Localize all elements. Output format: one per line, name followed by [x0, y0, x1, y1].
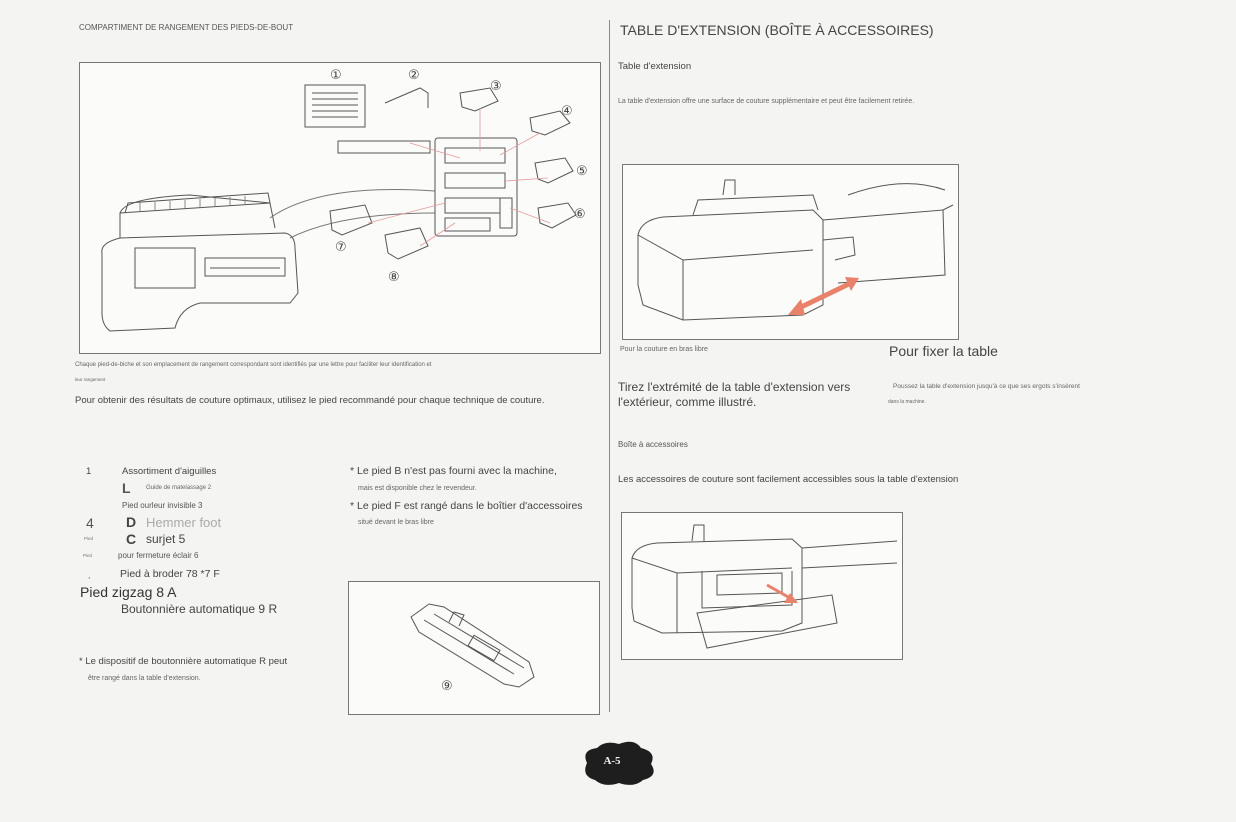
- column-divider: [609, 20, 610, 712]
- list-item-4-number: 4: [86, 515, 94, 531]
- list-item-5-letter: C: [126, 531, 137, 547]
- list-item-7: Pied à broder 78 *7 F: [120, 568, 220, 580]
- note-r-line2: être rangé dans la table d'extension.: [88, 675, 201, 682]
- page-number-badge: [579, 738, 659, 788]
- extension-table-description: La table d'extension offre une surface de couture supplémentaire et peut être facilement retirée.: [618, 98, 915, 105]
- note-r-line1: * Le dispositif de boutonnière automatique R peut: [79, 656, 288, 667]
- accessory-box-description: Les accessoires de couture sont facilement accessibles sous la table d'extension: [618, 474, 959, 485]
- fix-table-title: Pour fixer la table: [889, 343, 998, 359]
- buttonhole-illustration: [349, 582, 599, 714]
- note-b-line2: mais est disponible chez le revendeur.: [358, 485, 477, 492]
- callout-5: ⑤: [576, 164, 588, 179]
- figure-caption-line2: leur rangement: [75, 377, 106, 382]
- accessory-box-illustration: [622, 513, 902, 659]
- note-b-line1: * Le pied B n'est pas fourni avec la machine,: [350, 465, 557, 477]
- extension-table-subtitle: Table d'extension: [618, 61, 692, 72]
- list-item-8: Pied zigzag 8 A: [80, 584, 177, 600]
- right-section-header: TABLE D'EXTENSION (BOÎTE À ACCESSOIRES): [620, 22, 934, 38]
- list-item-5: surjet 5: [146, 532, 186, 546]
- callout-9: ⑨: [441, 679, 453, 694]
- list-item-2: Guide de matelassage 2: [146, 485, 212, 491]
- list-item-7-prefix: ,: [88, 571, 91, 580]
- intro-text: Pour obtenir des résultats de couture optimaux, utilisez le pied recommandé pour chaque technique de couture.: [75, 395, 545, 406]
- note-f-line2: situé devant le bras libre: [358, 519, 434, 526]
- list-item-5-prefix: Pied: [84, 536, 94, 541]
- buttonhole-figure: [348, 581, 600, 715]
- note-f-line1: * Le pied F est rangé dans le boîtier d'accessoires: [350, 500, 583, 512]
- free-arm-caption: Pour la couture en bras libre: [620, 346, 708, 353]
- list-item-1: Assortiment d'aiguilles: [122, 466, 217, 477]
- callout-2: ②: [408, 68, 420, 83]
- extension-table-figure: [622, 164, 959, 340]
- extension-table-illustration: [623, 165, 958, 339]
- left-section-header: COMPARTIMENT DE RANGEMENT DES PIEDS-DE-BOUT: [79, 23, 294, 32]
- list-item-3: Pied ourleur invisible 3: [122, 501, 203, 510]
- accessory-box-figure: [621, 512, 903, 660]
- accessory-box-subtitle: Boîte à accessoires: [618, 440, 688, 449]
- callout-6: ⑥: [574, 207, 586, 222]
- callout-7: ⑦: [335, 240, 347, 255]
- pull-instruction-line1: Tirez l'extrémité de la table d'extension vers: [618, 380, 851, 394]
- callout-3: ③: [490, 79, 502, 94]
- page-number: A-5: [603, 755, 621, 767]
- list-item-4: Hemmer foot: [146, 515, 222, 530]
- list-item-1-number: 1: [86, 466, 92, 477]
- callout-8: ⑧: [388, 270, 400, 285]
- storage-illustration: [80, 63, 600, 353]
- callout-4: ④: [561, 104, 573, 119]
- list-item-6-prefix: Pied: [83, 553, 93, 558]
- figure-callouts: [330, 68, 588, 285]
- callout-1: ①: [330, 68, 342, 83]
- list-item-2-letter: L: [122, 480, 131, 496]
- figure-caption-line1: Chaque pied-de-biche et son emplacement de rangement correspondant sont identifiés par une lettre pour faciliter leur identification et: [75, 362, 432, 368]
- list-item-9: Boutonnière automatique 9 R: [121, 602, 278, 616]
- push-instruction-line1: Poussez la table d'extension jusqu'à ce que ses ergots s'insèrent: [893, 383, 1080, 390]
- list-item-4-letter: D: [126, 514, 137, 530]
- storage-figure: [79, 62, 601, 354]
- list-item-6: pour fermeture éclair 6: [118, 551, 199, 560]
- push-instruction-line2: dans la machine.: [888, 399, 926, 405]
- pull-instruction-line2: l'extérieur, comme illustré.: [618, 395, 757, 409]
